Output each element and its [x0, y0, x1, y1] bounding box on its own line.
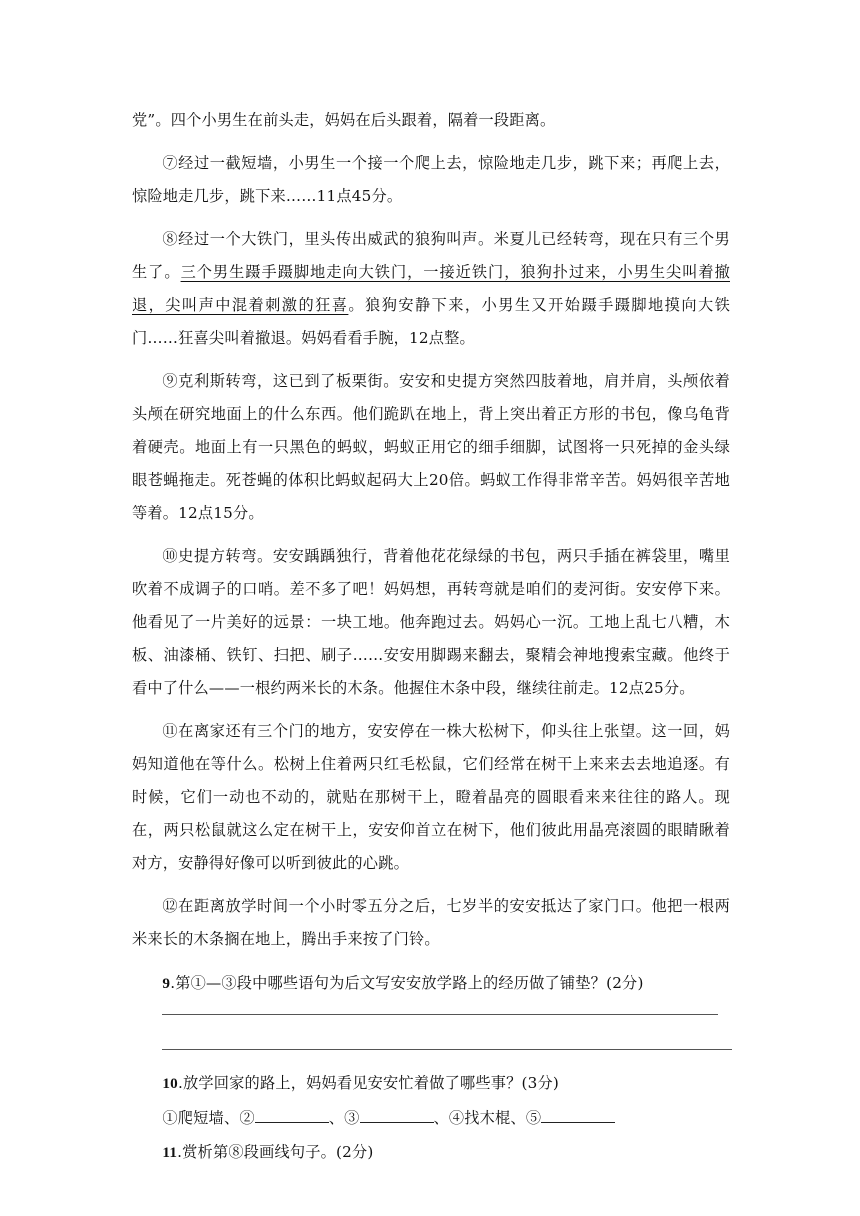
paragraph-11: ⑪在离家还有三个门的地方，安安停在一株大松树下，仰头往上张望。这一回，妈妈知道他在等什么。松树上住着两只红毛松鼠，它们经常在树干上来来去去地追逐。有时候，它们一动也不动的，就贴在那树干上，瞪着晶亮的圆眼看来来往往的路人。现在，两只松鼠就这么定在树干上，安安仰首立在树下，他们彼此用晶亮滚圆的眼睛瞅着对方，安静得好像可以听到彼此的心跳。 [132, 722, 730, 872]
question-11 [132, 1135, 730, 1170]
question-10 [132, 1066, 730, 1101]
question-9 [132, 966, 730, 1001]
underlined-sentence: 三个男生蹑手蹑脚地走向大铁门，一接近铁门，狼狗扑过来，小男生尖叫着撤退，尖叫声中混着刺激的狂喜 [132, 263, 730, 314]
answer-line-1[interactable] [162, 1014, 718, 1015]
answer-line-2[interactable] [162, 1049, 732, 1050]
paragraph-10: ⑩史提方转弯。安安踽踽独行，背着他花花绿绿的书包，两只手插在裤袋里，嘴里吹着不成调子的口哨。差不多了吧！妈妈想，再转弯就是咱们的麦河街。安安停下来。他看见了一片美好的远景：一块工地。他奔跑过去。妈妈心一沉。工地上乱七八糟，木板、油漆桶、铁钉、扫把、刷子……安安用脚踢来翻去，聚精会神地搜索宝藏。他终于看中了什么——一根约两米长的木条。他握住木条中段，继续往前走。12点25分。 [132, 547, 730, 697]
question-10-text: .放学回家的路上，妈妈看见安安忙着做了哪些事？(3分) [177, 1074, 560, 1092]
question-11-text: .赏析第⑧段画线句子。(2分) [177, 1143, 374, 1161]
q10-answer-b: 、③ [328, 1109, 360, 1127]
question-10-number: 10 [162, 1075, 178, 1092]
paragraph-8-intro: ⑧经过一个大铁门，里头传出威武的狼狗叫声。米夏儿已经转弯，现在只有三个男生了。 [132, 230, 730, 281]
question-9-number: 9 [162, 975, 171, 992]
paragraph-continued: 党”。四个小男生在前头走，妈妈在后头跟着，隔着一段距离。 [132, 111, 556, 129]
paragraph-12: ⑫在距离放学时间一个小时零五分之后，七岁半的安安抵达了家门口。他把一根两米来长的木条搁在地上，腾出手来按了门铃。 [132, 897, 730, 948]
paragraph-8 [132, 223, 730, 355]
blank-5[interactable] [541, 1108, 615, 1123]
question-11-number: 11 [162, 1144, 178, 1161]
paragraph-7: ⑦经过一截短墙，小男生一个接一个爬上去，惊险地走几步，跳下来；再爬上去，惊险地走几步，跳下来……11点45分。 [132, 154, 730, 205]
question-10-answers [132, 1101, 730, 1135]
question-9-text: .第①—③段中哪些语句为后文写安安放学路上的经历做了铺垫？(2分) [170, 974, 644, 992]
document-page [132, 104, 730, 1170]
paragraph-9: ⑨克利斯转弯，这已到了板栗街。安安和史提方突然四肢着地，肩并肩，头颅依着头颅在研究地面上的什么东西。他们跪趴在地上，背上突出着正方形的书包，像乌龟背着硬壳。地面上有一只黑色的蚂蚁，蚂蚁正用它的细手细脚，试图将一只死掉的金头绿眼苍蝇拖走。死苍蝇的体积比蚂蚁起码大上20倍。蚂蚁工作得非常辛苦。妈妈很辛苦地等着。12点15分。 [132, 372, 730, 522]
blank-2[interactable] [255, 1108, 329, 1123]
q10-answer-a: ①爬短墙、② [162, 1109, 255, 1127]
q10-answer-c: 、④找木棍、⑤ [433, 1109, 542, 1127]
blank-3[interactable] [360, 1108, 434, 1123]
paragraph-8-end: 。狼狗安静下来，小男生又开始蹑手蹑脚地摸向大铁门……狂喜尖叫着撤退。妈妈看看手腕，12点整。 [132, 296, 730, 347]
